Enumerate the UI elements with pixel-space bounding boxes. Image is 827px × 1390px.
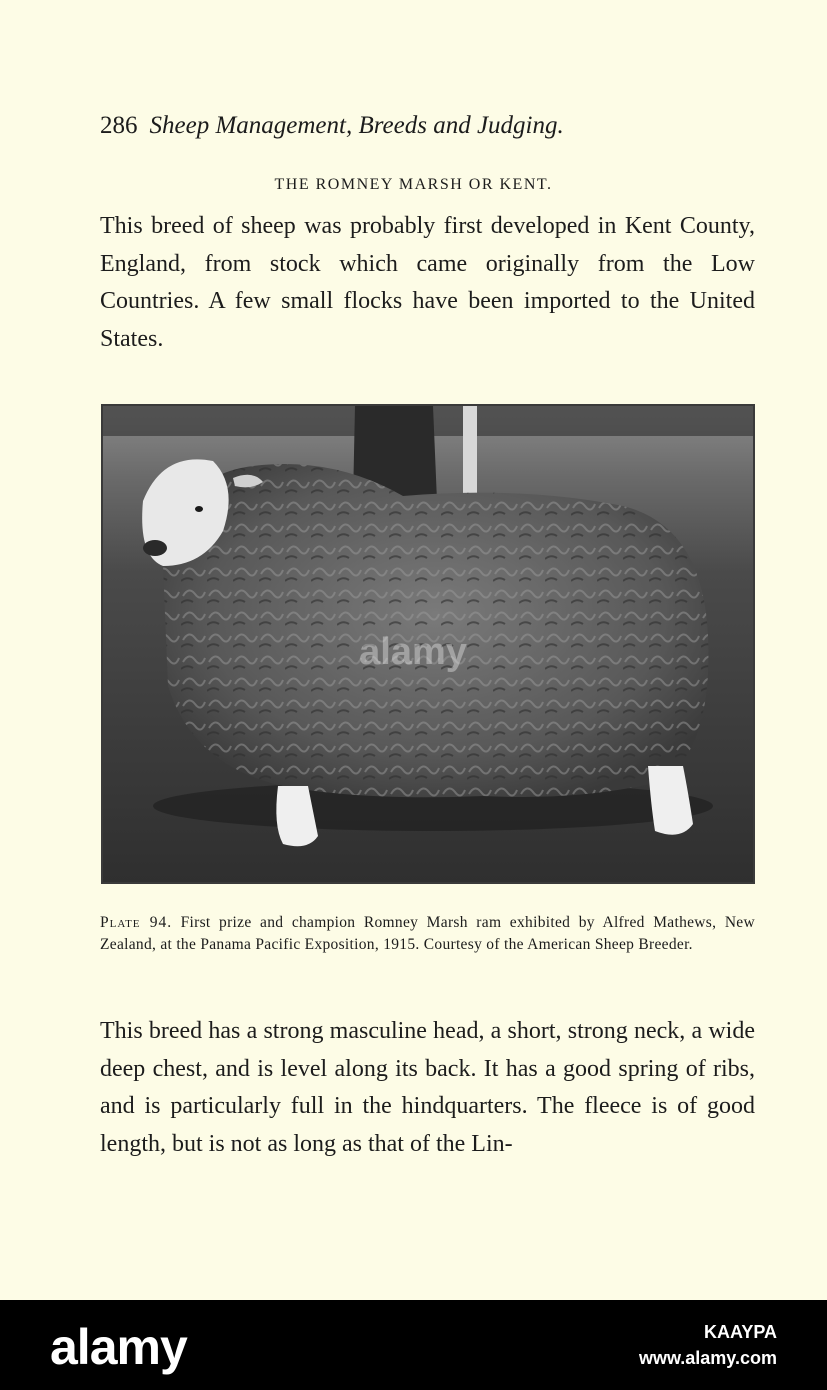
site-url[interactable]: www.alamy.com bbox=[638, 1348, 777, 1368]
page-number: 286 bbox=[100, 112, 138, 139]
running-head bbox=[100, 112, 564, 140]
sheep-nose bbox=[143, 540, 167, 556]
plate-caption bbox=[100, 912, 755, 956]
photo-watermark: alamy bbox=[359, 631, 467, 673]
post bbox=[463, 406, 477, 501]
stock-footer-bar bbox=[0, 1300, 827, 1390]
sheep-eye bbox=[195, 506, 203, 512]
running-title: Sheep Management, Breeds and Judging. bbox=[149, 112, 564, 139]
caption-text: First prize and champion Romney Marsh ram exhibited by Alfred Mathews, New Zealand, at the Panama Pacific Exposition, 1915. Courtesy of the American Sheep Breeder. bbox=[100, 914, 755, 953]
section-heading: THE ROMNEY MARSH OR KENT. bbox=[274, 176, 553, 193]
plate-label: Plate 94. bbox=[100, 914, 173, 931]
image-id: KAAYPA bbox=[703, 1322, 777, 1342]
description-paragraph: This breed has a strong masculine head, a short, strong neck, a wide deep chest, and is level along its back. It has a good spring of ribs, and is particularly full in the hindquarters. The fleece is of good length, but is not as long as that of the Lin- bbox=[100, 1018, 755, 1157]
sheep-illustration bbox=[103, 406, 753, 882]
sheep-photograph bbox=[101, 404, 755, 884]
alamy-logo: alamy bbox=[50, 1319, 187, 1375]
intro-paragraph: This breed of sheep was probably first developed in Kent County, England, from stock which came originally from the Low Countries. A few small flocks have been imported to the United States. bbox=[100, 213, 755, 352]
